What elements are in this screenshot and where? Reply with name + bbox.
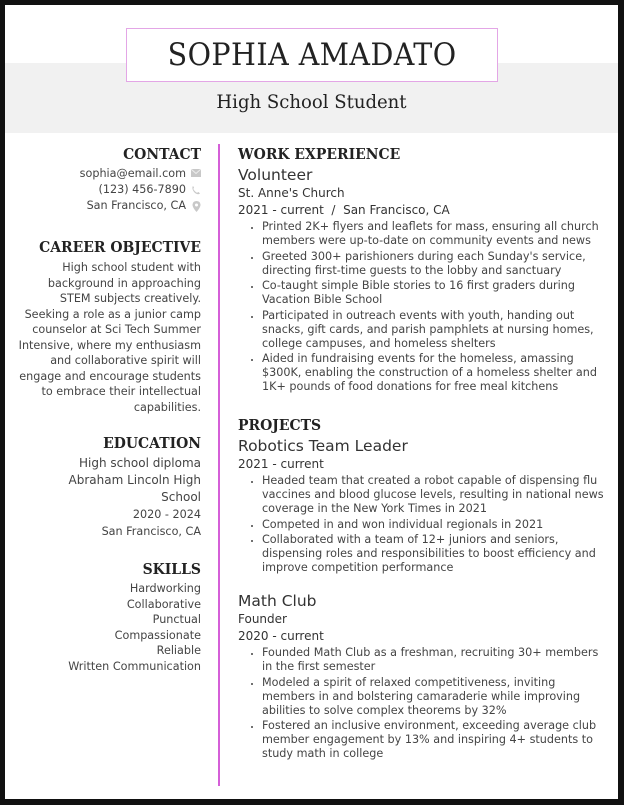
bullet-item: • Fostered an inclusive environment, exceeding average club member engagement by 13% and inspiring 4+ students to study math in college [262,719,608,761]
project-title: Robotics Team Leader [238,437,408,455]
contact-phone[interactable]: (123) 456-7890 [98,183,186,196]
work-heading: WORK EXPERIENCE [238,145,401,163]
bullet-item: • Collaborated with a team of 12+ juniors and seniors, dispensing roles and responsibilities to boost efficiency and improve competition performance [262,533,608,575]
skills-heading: SKILLS [142,560,201,578]
bullet-item: • Printed 2K+ flyers and leaflets for mass, ensuring all church members were up-to-date on community events and news [262,220,608,248]
project-role: Founder [238,612,287,626]
objective-heading: CAREER OBJECTIVE [39,238,201,256]
project-dates: 2020 - current [238,629,324,643]
map-pin-icon [191,201,201,211]
contact-section [15,145,201,214]
projects-heading: PROJECTS [238,416,322,434]
bullet-item: • Founded Math Club as a freshman, recruiting 30+ members in the first semester [262,646,608,674]
contact-location: San Francisco, CA [86,199,186,212]
bullet-item: • Co-taught simple Bible stories to 16 first graders during Vacation Bible School [262,279,608,307]
skill-item: Collaborative [126,597,201,611]
resume-page [5,5,618,799]
skill-item: Punctual [152,613,201,626]
bullet-item: • Modeled a spirit of relaxed competitiveness, inviting members in and bolstering camaraderie while improving abilities to solve complex theorems by 32% [262,676,608,718]
job-org: St. Anne's Church [238,186,345,200]
contact-email-row [15,166,201,182]
candidate-name: SOPHIA AMADATO [167,37,457,73]
bullet-item: • Greeted 300+ parishioners during each Sunday's service, directing first-time guests to the lobby and sanctuary [262,250,608,278]
job-title: Volunteer [238,166,313,184]
project-bullets [238,474,608,575]
project-entry [238,591,608,761]
education-degree: High school diploma [79,456,201,470]
project-bullets [238,646,608,761]
skill-item: Compassionate [114,628,201,642]
envelope-icon [191,169,201,179]
education-years: 2020 - 2024 [132,508,201,521]
contact-heading: CONTACT [123,145,201,163]
bullet-item: • Headed team that created a robot capable of dispensing flu vaccines and blood glucose levels, resulting in national news coverage in the New York Times in 2021 [262,474,608,516]
phone-icon [191,185,201,195]
contact-phone-row [15,182,201,198]
contact-location-row [15,198,201,214]
right-column [238,145,608,763]
education-location: San Francisco, CA [101,525,201,538]
bullet-item: • Participated in outreach events with youth, handing out snacks, gift cards, and parish pamphlets at nursing homes, college campuses, and homeless shelters [262,309,608,351]
name-box [126,28,498,82]
job-bullets [238,220,608,394]
candidate-title: High School Student [216,91,407,113]
education-school: Abraham Lincoln High School [68,473,201,504]
left-column [15,145,201,674]
job-dates-location: 2021 - current / San Francisco, CA [238,203,450,217]
objective-section [15,238,201,415]
project-title: Math Club [238,592,317,610]
job-entry [238,165,608,394]
project-entry [238,436,608,575]
bullet-item: • Aided in fundraising events for the homeless, amassing $300K, enabling the construction of a homeless shelter and 1K+ pounds of food donations for free meal kitchens [262,352,608,394]
objective-text: High school student with background in approaching STEM subjects creatively. Seeking a role as a junior camp counselor at Sci Tech Summer Intensive, where my enthusiasm and collaborative spirit will engage and encourage students to embrace their intellectual capabilities. [18,261,201,414]
skill-item: Written Communication [68,659,201,673]
skills-section [15,560,201,674]
education-heading: EDUCATION [103,434,201,452]
column-divider [218,144,220,786]
project-dates: 2021 - current [238,457,324,471]
skill-item: Reliable [156,644,201,657]
work-experience-section [238,145,608,394]
contact-email[interactable]: sophia@email.com [79,167,186,180]
skill-item: Hardworking [129,582,201,595]
bullet-item: • Competed in and won individual regionals in 2021 [262,518,608,532]
projects-section [238,416,608,761]
education-section [15,434,201,540]
